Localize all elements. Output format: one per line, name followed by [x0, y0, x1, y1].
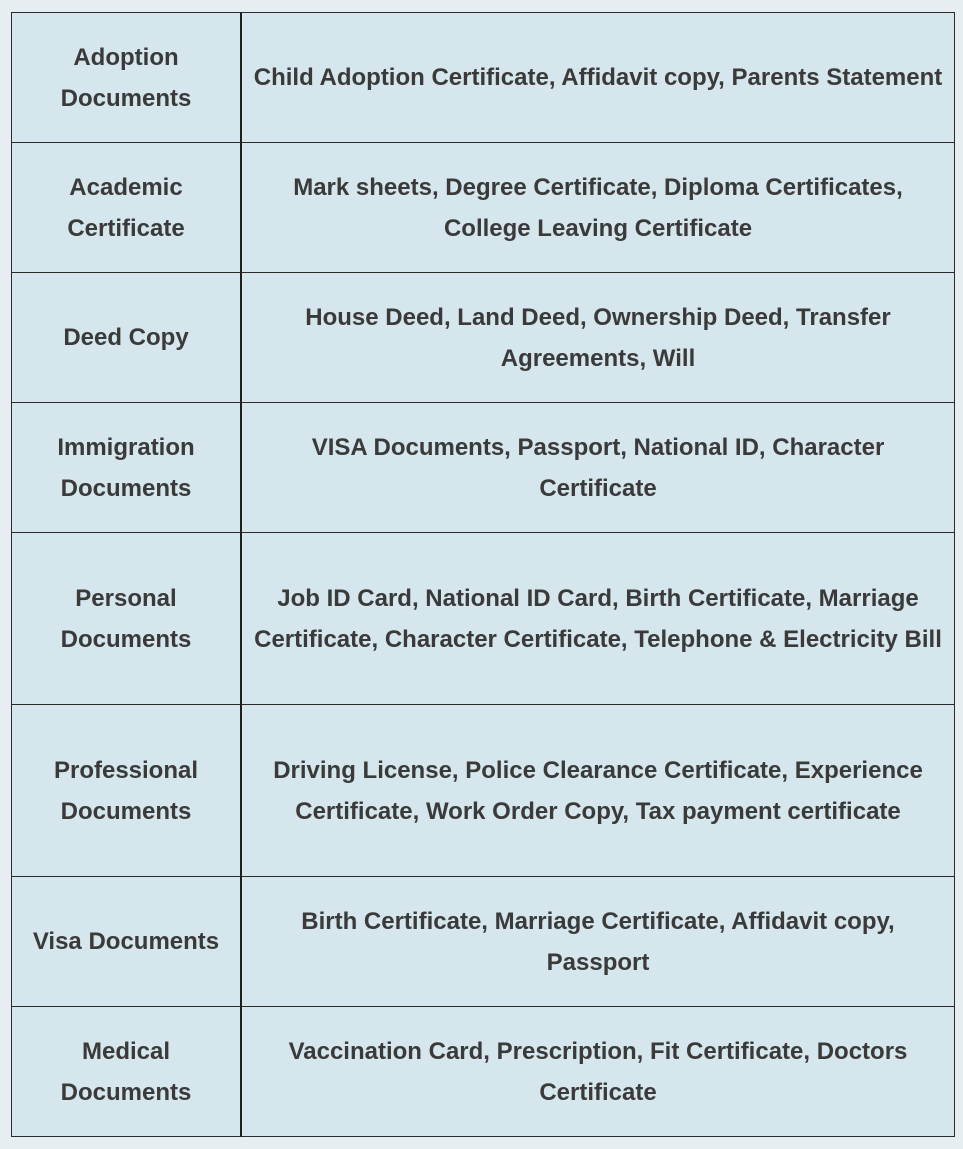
category-cell: Adoption Documents	[12, 13, 242, 143]
documents-table	[11, 12, 955, 1137]
documents-cell: Job ID Card, National ID Card, Birth Certificate, Marriage Certificate, Character Certificate, Telephone & Electricity Bill	[241, 533, 955, 705]
table-row	[12, 13, 955, 143]
table-row	[12, 877, 955, 1007]
table-row	[12, 273, 955, 403]
documents-cell: VISA Documents, Passport, National ID, Character Certificate	[241, 403, 955, 533]
table-row	[12, 403, 955, 533]
category-cell: Immigration Documents	[12, 403, 242, 533]
table-row	[12, 1007, 955, 1137]
category-cell: Deed Copy	[12, 273, 242, 403]
documents-cell: House Deed, Land Deed, Ownership Deed, Transfer Agreements, Will	[241, 273, 955, 403]
documents-cell: Birth Certificate, Marriage Certificate, Affidavit copy, Passport	[241, 877, 955, 1007]
documents-cell: Driving License, Police Clearance Certificate, Experience Certificate, Work Order Copy, Tax payment certificate	[241, 705, 955, 877]
documents-cell: Mark sheets, Degree Certificate, Diploma Certificates, College Leaving Certificate	[241, 143, 955, 273]
category-cell: Medical Documents	[12, 1007, 242, 1137]
documents-cell: Child Adoption Certificate, Affidavit copy, Parents Statement	[241, 13, 955, 143]
table-row	[12, 143, 955, 273]
table-row	[12, 705, 955, 877]
table-row	[12, 533, 955, 705]
category-cell: Personal Documents	[12, 533, 242, 705]
category-cell: Professional Documents	[12, 705, 242, 877]
category-cell: Visa Documents	[12, 877, 242, 1007]
documents-cell: Vaccination Card, Prescription, Fit Certificate, Doctors Certificate	[241, 1007, 955, 1137]
category-cell: Academic Certificate	[12, 143, 242, 273]
